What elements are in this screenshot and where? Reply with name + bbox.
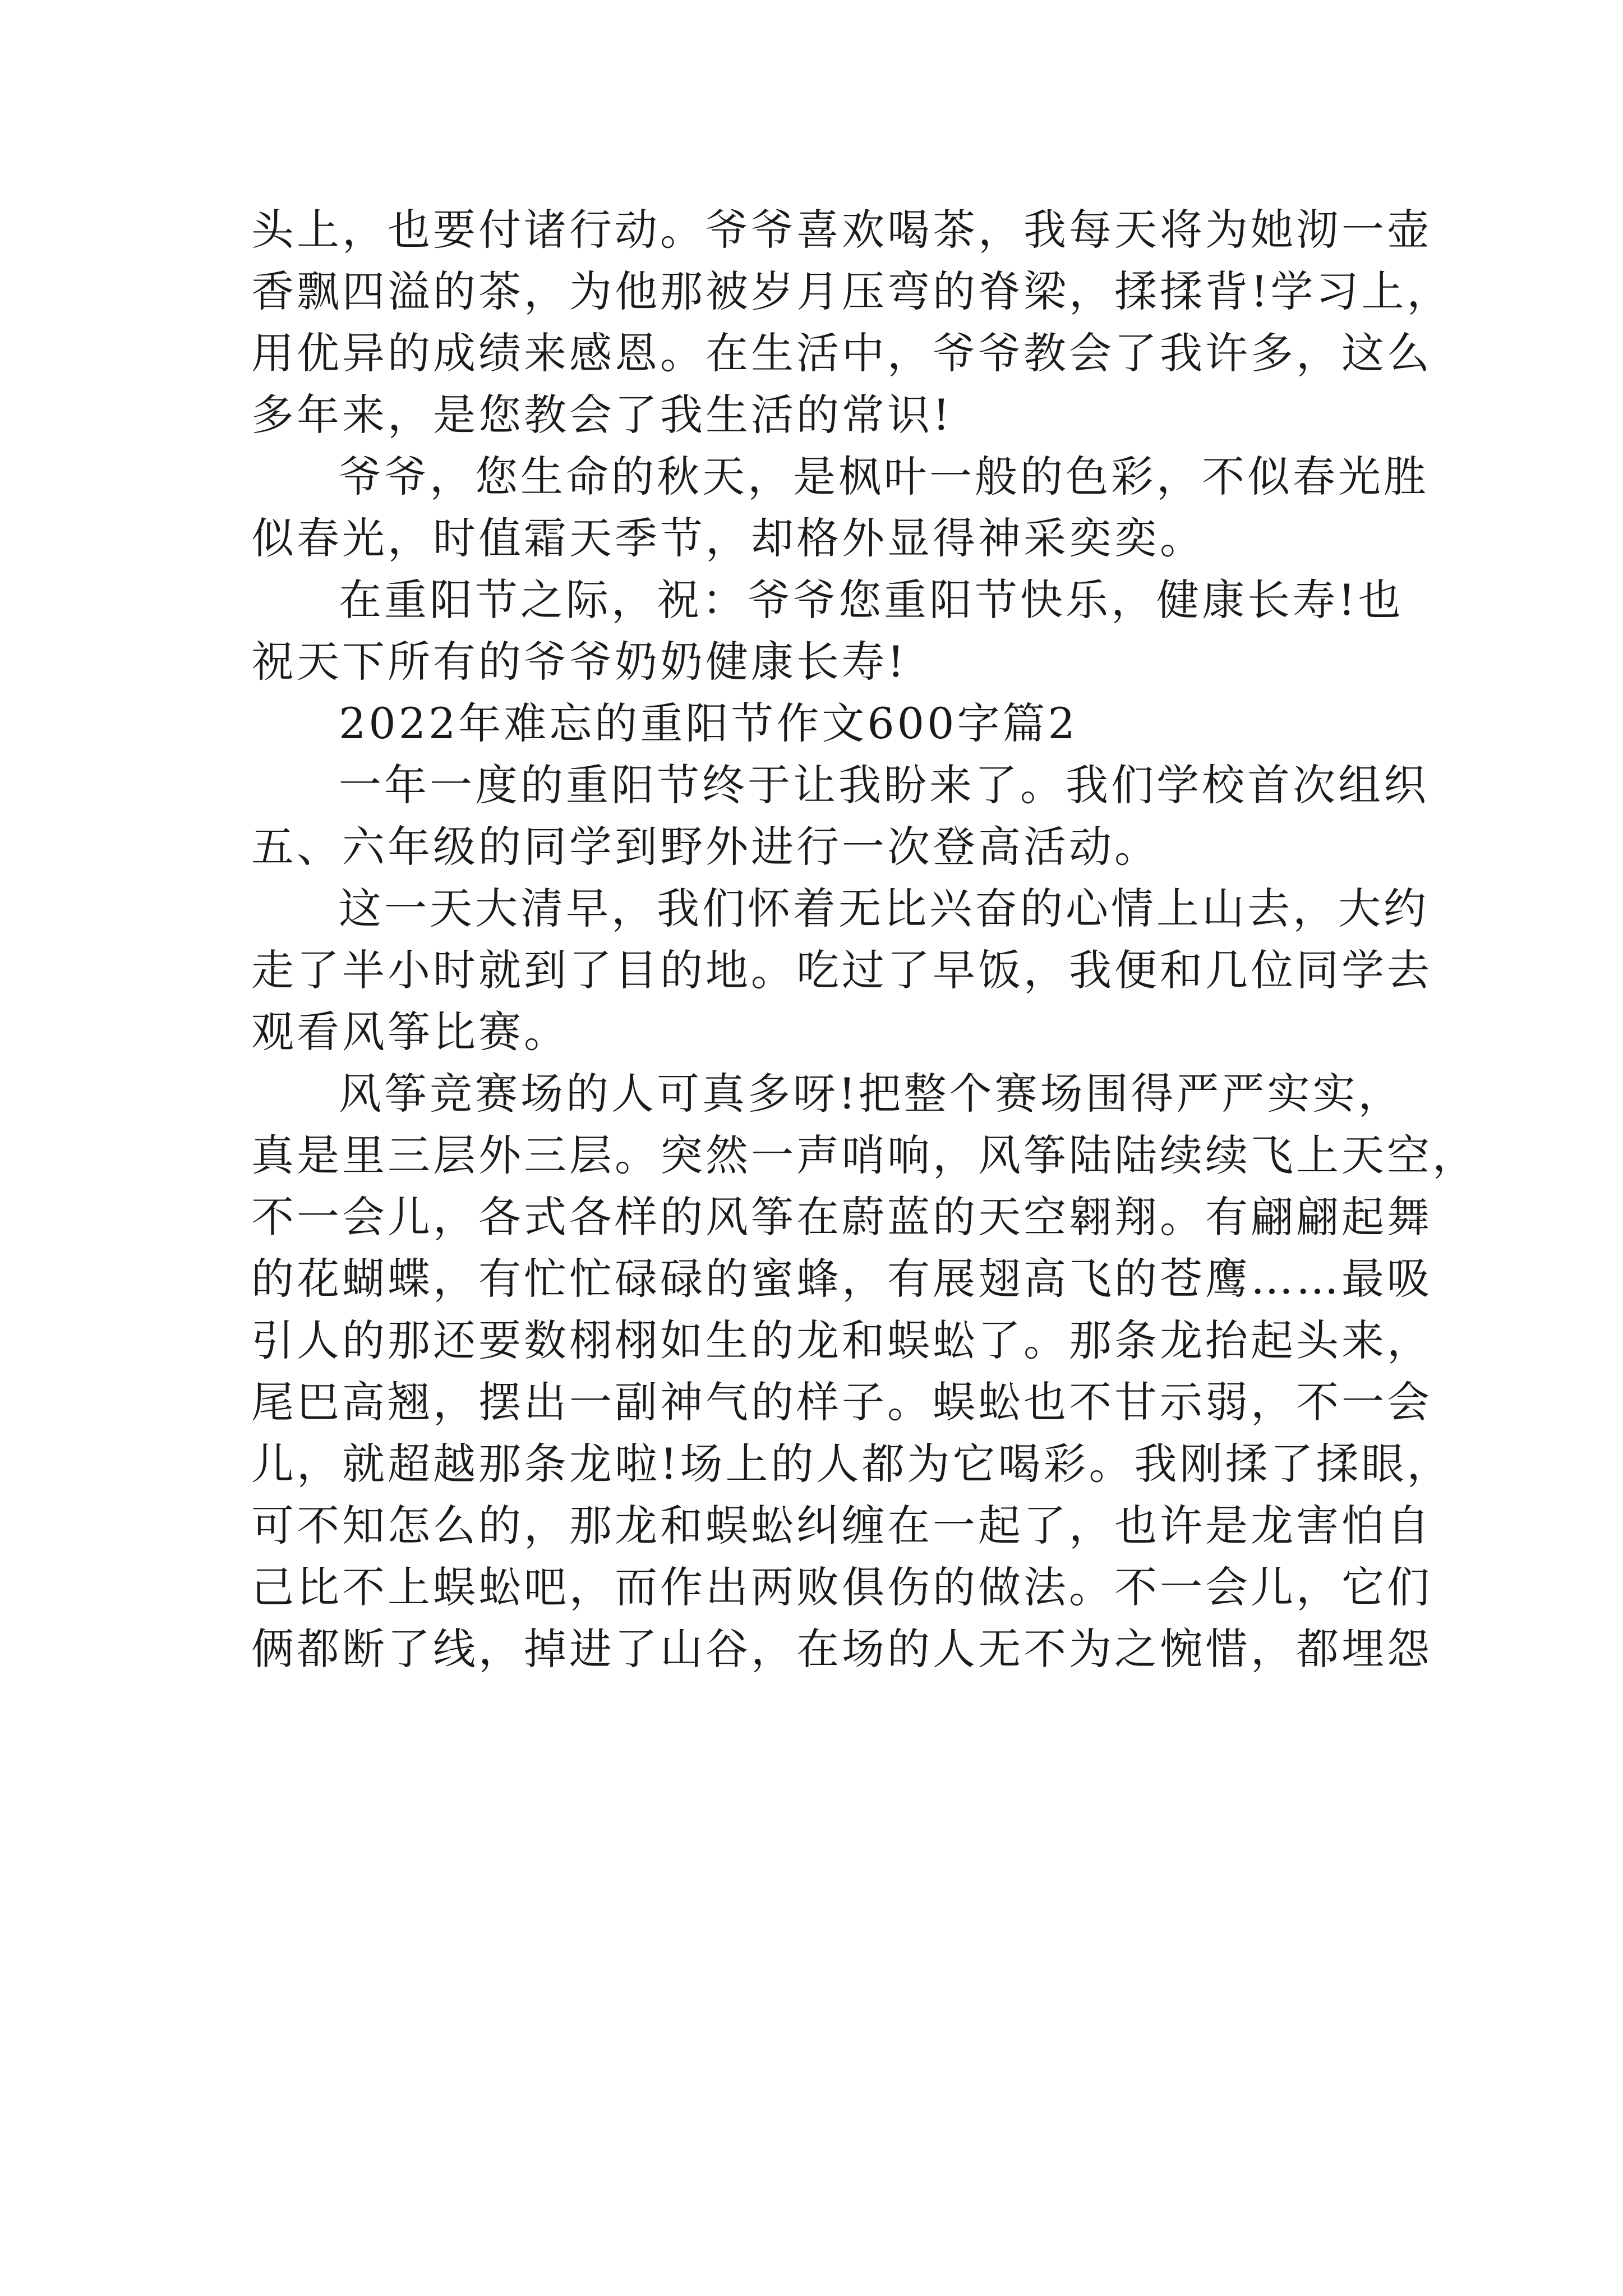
paragraph-start-line: 爷爷，您生命的秋天，是枫叶一般的色彩，不似春光胜 [339, 452, 1429, 501]
text-line: 多年来，是您教会了我生活的常识! [251, 390, 953, 440]
text-line: 走了半小时就到了目的地。吃过了早饭，我便和几位同学去 [251, 945, 1432, 995]
text-line: 俩都断了线，掉进了山谷，在场的人无不为之惋惜，都埋怨 [251, 1624, 1432, 1674]
text-line: 不一会儿，各式各样的风筝在蔚蓝的天空翱翔。有翩翩起舞 [251, 1192, 1432, 1242]
paragraph-start-line: 一年一度的重阳节终于让我盼来了。我们学校首次组织 [339, 760, 1429, 810]
text-line: 可不知怎么的，那龙和蜈蚣纠缠在一起了，也许是龙害怕自 [251, 1501, 1432, 1550]
text-line: 香飘四溢的茶，为他那被岁月压弯的脊梁，揉揉背!学习上， [251, 266, 1453, 316]
section-heading: 2022年难忘的重阳节作文600字篇2 [339, 698, 1078, 748]
text-line: 头上，也要付诸行动。爷爷喜欢喝茶，我每天将为她沏一壶 [251, 205, 1432, 255]
text-line: 观看风筝比赛。 [251, 1007, 569, 1057]
text-line: 己比不上蜈蚣吧，而作出两败俱伤的做法。不一会儿，它们 [251, 1562, 1432, 1612]
text-line: 真是里三层外三层。突然一声哨响，风筝陆陆续续飞上天空， [251, 1130, 1478, 1180]
text-line: 祝天下所有的爷爷奶奶健康长寿! [251, 637, 907, 687]
paragraph-start-line: 在重阳节之际，祝：爷爷您重阳节快乐，健康长寿!也 [339, 575, 1404, 625]
text-line: 儿，就超越那条龙啦!场上的人都为它喝彩。我刚揉了揉眼， [251, 1439, 1453, 1489]
text-line: 的花蝴蝶，有忙忙碌碌的蜜蜂，有展翅高飞的苍鹰……最吸 [251, 1254, 1432, 1304]
paragraph-start-line: 风筝竞赛场的人可真多呀!把整个赛场围得严严实实， [339, 1069, 1404, 1119]
text-line: 用优异的成绩来感恩。在生活中，爷爷教会了我许多，这么 [251, 328, 1432, 378]
text-line: 尾巴高翘，摆出一副神气的样子。蜈蚣也不甘示弱，不一会 [251, 1377, 1432, 1427]
document-body [251, 199, 1478, 1680]
text-line: 引人的那还要数栩栩如生的龙和蜈蚣了。那条龙抬起头来， [251, 1315, 1432, 1365]
paragraph-start-line: 这一天大清早，我们怀着无比兴奋的心情上山去，大约 [339, 884, 1429, 933]
text-line: 五、六年级的同学到野外进行一次登高活动。 [251, 822, 1160, 872]
text-line: 似春光，时值霜天季节，却格外显得神采奕奕。 [251, 513, 1205, 563]
